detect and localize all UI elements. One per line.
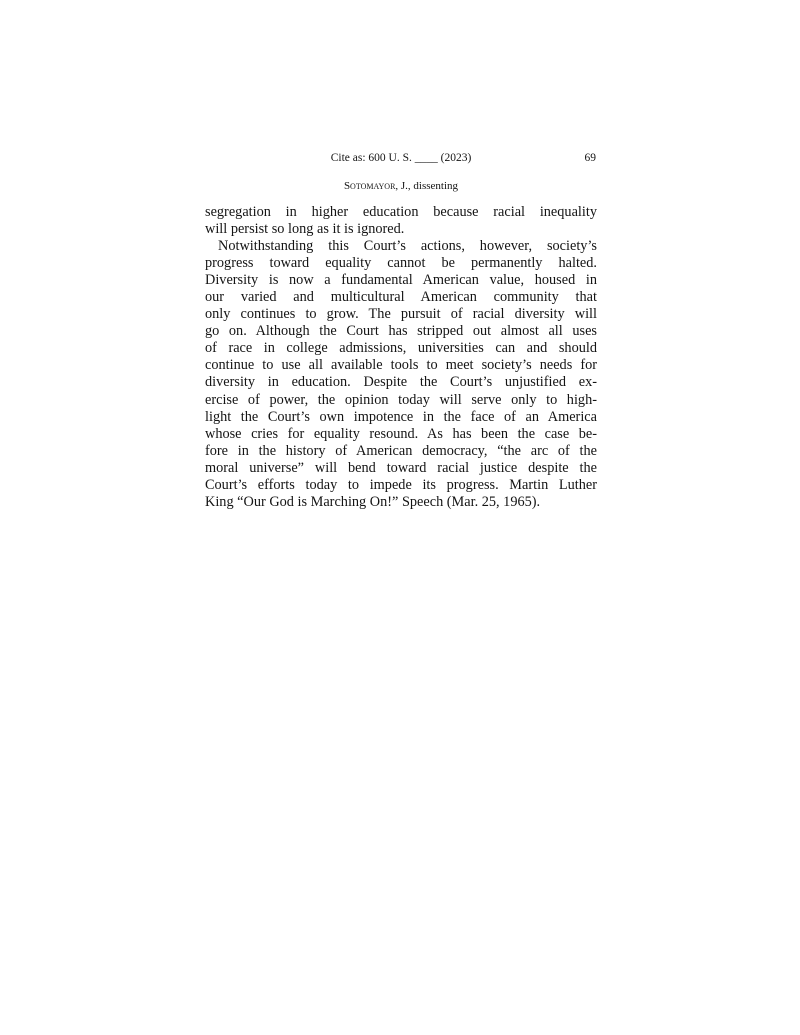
text-line: whose cries for equality resound. As has been the case be-	[205, 425, 597, 442]
opinion-text	[205, 204, 597, 511]
running-head	[205, 180, 597, 193]
text-line: only continues to grow. The pursuit of racial diversity will	[205, 306, 597, 323]
text-line: progress toward equality cannot be permanently halted.	[205, 255, 597, 272]
justice-name: Sotomayor	[343, 180, 396, 192]
text-line: ercise of power, the opinion today will serve only to high-	[205, 391, 597, 408]
text-line: of race in college admissions, universities can and should	[205, 340, 597, 357]
text-line: diversity in education. Despite the Court’s unjustified ex-	[205, 374, 597, 391]
text-line: King “Our God is Marching On!” Speech (Mar. 25, 1965).	[205, 493, 541, 510]
text-line: Notwithstanding this Court’s actions, however, society’s	[218, 238, 597, 255]
text-line: Court’s efforts today to impede its progress. Martin Luther	[205, 476, 597, 493]
citation-line: Cite as: 600 U. S. ____ (2023)	[330, 152, 472, 164]
text-line: fore in the history of American democracy, “the arc of the	[205, 442, 597, 459]
text-line: continue to use all available tools to meet society’s needs for	[205, 357, 597, 374]
text-line: segregation in higher education because racial inequality	[205, 204, 597, 220]
running-head-suffix: , J., dissenting	[395, 180, 459, 192]
text-line: light the Court’s own impotence in the face of an America	[205, 408, 597, 425]
page-number: 69	[584, 152, 596, 164]
text-line: will persist so long as it is ignored.	[205, 221, 405, 238]
page-header	[205, 151, 597, 165]
text-line: Diversity is now a fundamental American value, housed in	[205, 272, 597, 289]
text-line: go on. Although the Court has stripped out almost all uses	[205, 323, 597, 340]
text-line: our varied and multicultural American community that	[205, 289, 597, 306]
text-line: moral universe” will bend toward racial justice despite the	[205, 459, 597, 476]
